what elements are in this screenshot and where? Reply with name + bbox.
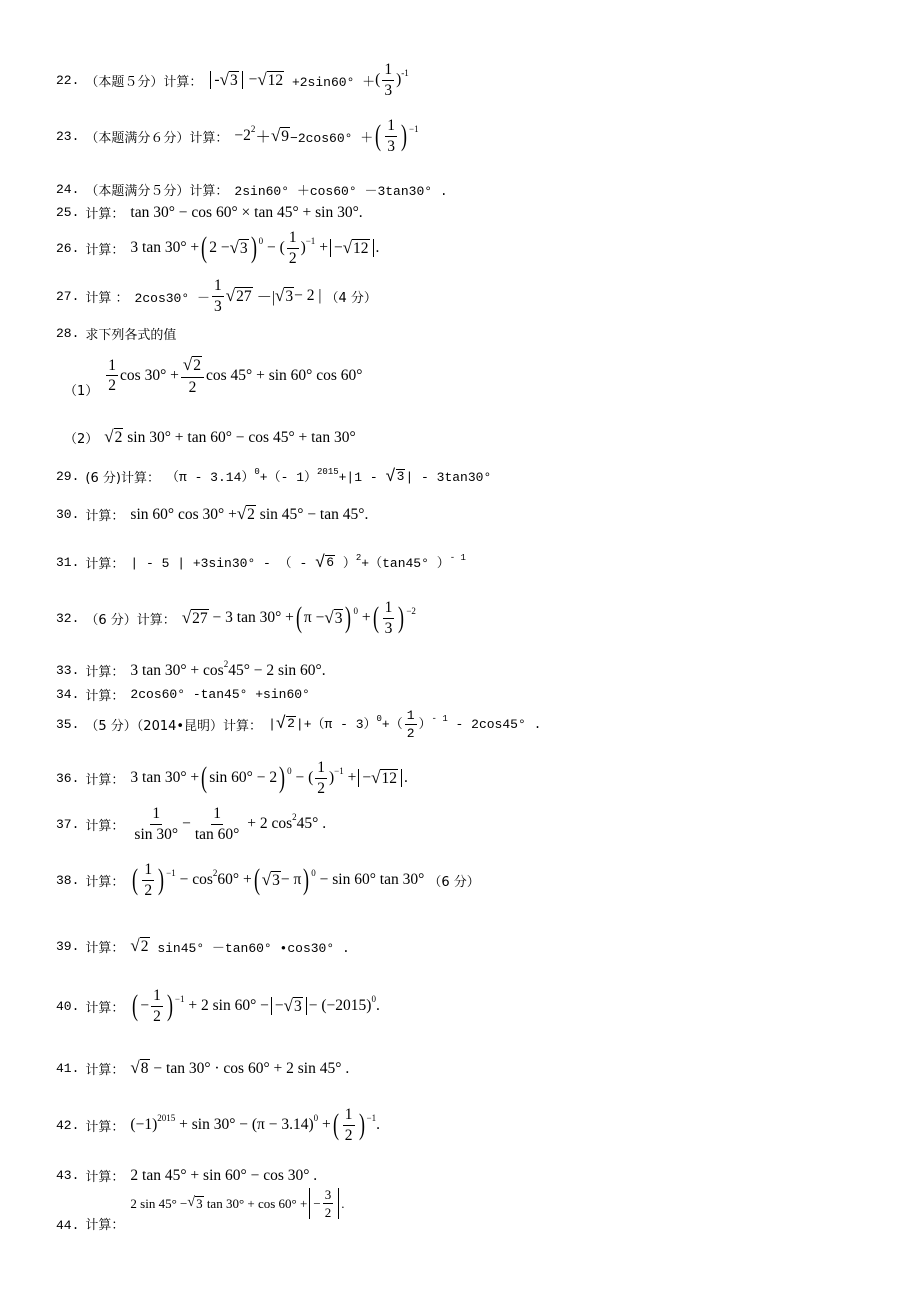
problem-28-part-2: （2） √ 2 sin 30° + tan 60° − cos 45° + tan 30°	[64, 427, 356, 447]
expression: - √ 3 − √ 12 +2sin60° ＋ ( $\frac{1}{3}$ ) $^{-1}$	[208, 62, 408, 98]
expression: 2 tan 45° + sin 60° − cos 30° .	[130, 1166, 318, 1184]
problem-22: 22. （本题５分）计算： - √ 3 − √ 12 +2sin60° ＋ ( $\frac{1}{3}$ ) $^{-1}$	[56, 61, 409, 99]
expression: 3 tan 30° + ( 2 − √ 3 ) $^0$ − ( $\frac{1}{2}$ ) $^{-1}$ + − √ 12 .	[130, 229, 380, 267]
problem-24: 24. （本题满分５分）计算： 2sin60° ＋cos60° －3tan30° .	[56, 182, 448, 199]
problem-25: 25. 计算： tan 30° − cos 60° × tan 45° + sin 30°.	[56, 203, 363, 222]
expression: 2cos30° － $\frac{1}{3}$ √ 27 －| √ 3 − 2 |	[134, 277, 322, 315]
problem-34: 34. 计算： 2cos60° -tan45° +sin60°	[56, 687, 310, 704]
problem-35: 35. （5 分）（2014•昆明）计算： | √ 2 |+（π - 3）$^0$+（ $\frac{1}{2}$ ）$^{- 1}$ - 2cos45° .	[56, 708, 542, 741]
expression: $\frac{1}{2}$ cos 30° + √ 2 2 cos 45° + sin 60° cos 60°	[108, 355, 363, 396]
problem-38: 38. 计算： ( $\frac{1}{2}$ ) $^{-1}$ − cos $^2$ 60° + ( √ 3 − π ) $^0$ − sin 60° tan 30° （6 分）	[56, 861, 480, 899]
problem-31: 31. 计算： | - 5 | +3sin30° - （ - √ 6 ）$^2$+（tan45° ）$^{- 1}$	[56, 553, 466, 573]
expression: 2 sin 45° − √ 3 tan 30° + cos 60° + − $\frac{3}{2}$ .	[130, 1187, 345, 1220]
expression: (−1) $^{2015}$ + sin 30° − (π − 3.14) $^0$ + ( $\frac{1}{2}$ ) $^{-1}$ .	[130, 1106, 380, 1144]
expression: | - 5 | +3sin30° - （ - √ 6 ）$^2$+（tan45° ）$^{- 1}$	[130, 553, 466, 573]
problem-26: 26. 计算： 3 tan 30° + ( 2 − √ 3 ) $^0$ − ( $\frac{1}{2}$ ) $^{-1}$ + − √ 12 .	[56, 229, 380, 267]
expression: （π - 3.14）$^0$+（- 1）$^{2015}$+|1 - √ 3 | - 3tan30°	[165, 467, 492, 487]
expression: sin 60° cos 30° + √ 2 sin 45° − tan 45°.	[130, 504, 369, 524]
expression: $\frac{1}{\sin 30^\circ}$ − $\frac{1}{\tan 60^\circ}$ + 2 cos $^2$ 45° .	[134, 805, 327, 843]
problem-28: 28. 求下列各式的值	[56, 326, 177, 343]
problem-40: 40. 计算： ( − $\frac{1}{2}$ ) $^{-1}$ + 2 sin 60° − − √ 3 − (−2015) $^0$ .	[56, 987, 380, 1025]
expression: 3 tan 30° + cos $^2$ 45° − 2 sin 60°.	[130, 658, 326, 679]
problem-23: 23. （本题满分６分）计算： −2 $^2$ ＋ √ 9 −2cos60° ＋ ( $\frac{1}{3}$ ) $^{-1}$	[56, 117, 419, 155]
problem-43: 43. 计算： 2 tan 45° + sin 60° − cos 30° .	[56, 1166, 318, 1185]
expression: ( $\frac{1}{2}$ ) $^{-1}$ − cos $^2$ 60° + ( √ 3 − π ) $^0$ − sin 60° tan 30°	[132, 861, 425, 899]
expression: ( − $\frac{1}{2}$ ) $^{-1}$ + 2 sin 60° − − √ 3 − (−2015) $^0$ .	[132, 987, 380, 1025]
expression: √ 2 sin45° －tan60° •cos30° .	[130, 936, 350, 956]
problem-41: 41. 计算： √ 8 − tan 30° · cos 60° + 2 sin 45° .	[56, 1058, 350, 1078]
problem-27: 27. 计算 ： 2cos30° － $\frac{1}{3}$ √ 27 －| √ 3 − 2 | （4 分）	[56, 277, 377, 315]
expression: | √ 2 |+（π - 3）$^0$+（ $\frac{1}{2}$ ）$^{- 1}$ - 2cos45° .	[268, 708, 542, 741]
problem-30: 30. 计算： sin 60° cos 30° + √ 2 sin 45° − tan 45°.	[56, 504, 369, 524]
problem-42: 42. 计算： (−1) $^{2015}$ + sin 30° − (π − 3.14) $^0$ + ( $\frac{1}{2}$ ) $^{-1}$ .	[56, 1106, 380, 1144]
problem-44: 44. 计算： 2 sin 45° − √ 3 tan 30° + cos 60° + − $\frac{3}{2}$ .	[56, 1187, 345, 1233]
problem-39: 39. 计算： √ 2 sin45° －tan60° •cos30° .	[56, 936, 350, 956]
expression: −2 $^2$ ＋ √ 9 −2cos60° ＋ ( $\frac{1}{3}$ ) $^{-1}$	[234, 117, 419, 155]
problem-37: 37. 计算： $\frac{1}{\sin 30^\circ}$ − $\frac{1}{\tan 60^\circ}$ + 2 cos $^2$ 45° .	[56, 805, 327, 843]
problem-33: 33. 计算： 3 tan 30° + cos $^2$ 45° − 2 sin 60°.	[56, 658, 326, 680]
expression: √ 8 − tan 30° · cos 60° + 2 sin 45° .	[130, 1058, 350, 1078]
problem-29: 29. (6 分)计算： （π - 3.14）$^0$+（- 1）$^{2015}$+|1 - √ 3 | - 3tan30°	[56, 467, 492, 487]
expression: 3 tan 30° + ( sin 60° − 2 ) $^0$ − ( $\frac{1}{2}$ ) $^{-1}$ + − √ 12 .	[130, 759, 408, 797]
expression: √ 27 − 3 tan 30° + ( π − √ 3 ) $^0$ + ( $\frac{1}{3}$ ) $^{-2}$	[181, 599, 416, 637]
problem-32: 32. （6 分）计算： √ 27 − 3 tan 30° + ( π − √ 3 ) $^0$ + ( $\frac{1}{3}$ ) $^{-2}$	[56, 599, 416, 637]
expression: √ 2 sin 30° + tan 60° − cos 45° + tan 30°	[104, 427, 356, 447]
problem-28-part-1: （1） $\frac{1}{2}$ cos 30° + √ 2 2 cos 45° + sin 60° cos 60°	[64, 355, 363, 400]
problem-36: 36. 计算： 3 tan 30° + ( sin 60° − 2 ) $^0$ − ( $\frac{1}{2}$ ) $^{-1}$ + − √ 12 .	[56, 759, 408, 797]
